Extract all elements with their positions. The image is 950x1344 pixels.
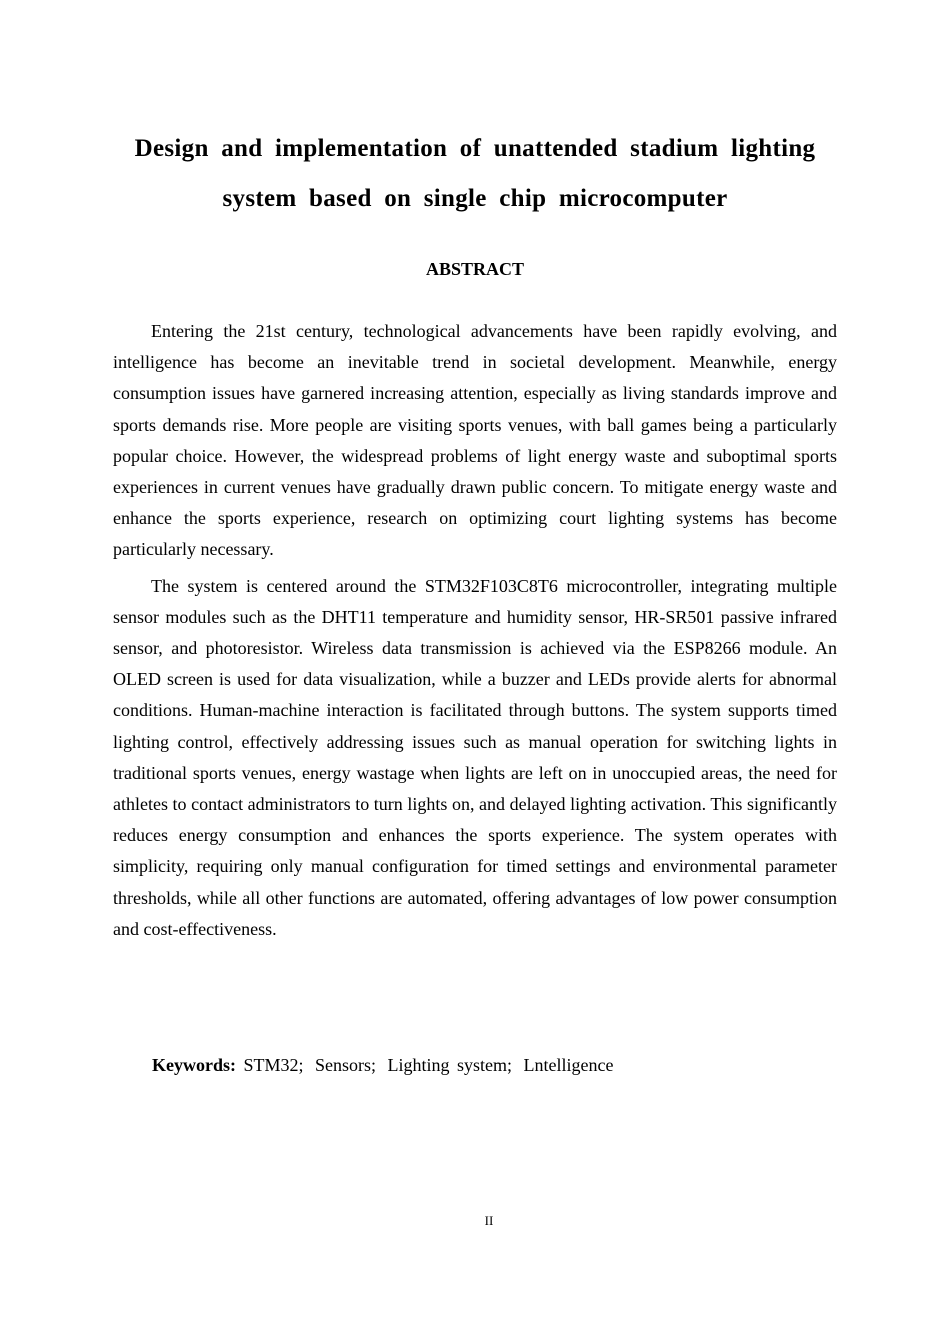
paper-title: [110, 124, 840, 224]
page-number: II: [484, 1213, 494, 1228]
abstract-heading: ABSTRACT: [425, 259, 525, 279]
keyword-item: Lntelligence: [523, 1055, 614, 1075]
title-line-1: Design and implementation of unattended stadium lighting: [134, 135, 816, 162]
abstract-paragraph-2: The system is centered around the STM32F103C8T6 microcontroller, integrating multiple sensor modules such as the DHT11 temperature and humidity sensor, HR-SR501 passive infrared sensor, and photoresistor. Wireless data transmission is achieved via the ESP8266 module. An OLED screen is used for data visualization, while a buzzer and LEDs provide alerts for abnormal conditions. Human-machine interaction is facilitated through buttons. The system supports timed lighting control, effectively addressing issues such as manual operation for switching lights in traditional sports venues, energy wastage when lights are left on in unoccupied areas, the need for athletes to contact administrators to turn lights on, and delayed lighting activation. This significantly reduces energy consumption and enhances the sports experience. The system operates with simplicity, requiring only manual configuration for timed settings and environmental parameter thresholds, while all other functions are automated, offering advantages of low power consumption and cost-effectiveness.: [113, 575, 837, 939]
keywords-label: Keywords:: [152, 1055, 236, 1075]
keyword-item: Lighting system;: [387, 1055, 513, 1075]
title-line-2: system based on single chip microcomputer: [222, 185, 728, 212]
abstract-body: [113, 316, 837, 950]
abstract-paragraph-1: Entering the 21st century, technological advancements have been rapidly evolving, and intelligence has become an inevitable trend in societal development. Meanwhile, energy consumption issues have garnered increasing attention, especially as living standards improve and sports demands rise. More people are visiting sports venues, with ball games being a particularly popular choice. However, the widespread problems of light energy waste and suboptimal sports experiences in current venues have gradually drawn public concern. To mitigate energy waste and enhance the sports experience, research on optimizing court lighting systems has become particularly necessary.: [113, 321, 837, 560]
keywords-line: [152, 1051, 618, 1079]
keyword-item: STM32;: [243, 1055, 304, 1075]
keyword-item: Sensors;: [315, 1055, 377, 1075]
